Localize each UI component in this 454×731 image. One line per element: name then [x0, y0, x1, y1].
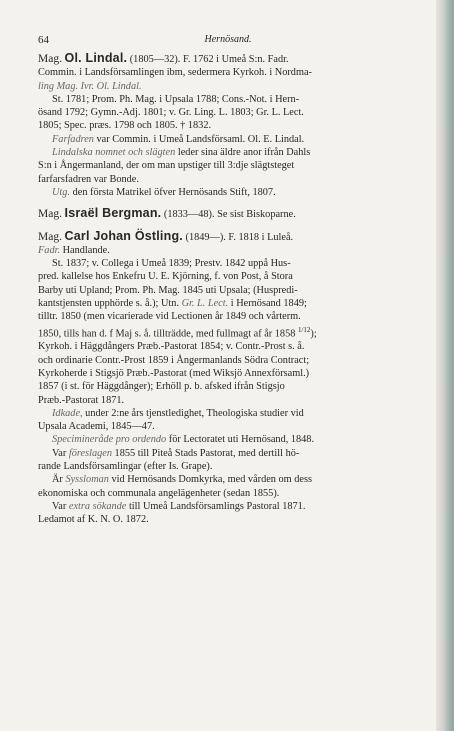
text-line: Var föreslagen 1855 till Piteå Stads Pastorat, med dertill hö-: [52, 447, 300, 459]
text-line: pred. kallelse hos Enkefru U. E. Kjörning, f. von Post, å Stora: [38, 271, 293, 283]
text-line: Upsala Academi, 1845—47.: [38, 421, 155, 433]
book-spine-edge: [436, 0, 454, 731]
text-line: Commin. i Landsförsamlingen ibm, sedermera Kyrkoh. i Nordma-: [38, 67, 312, 79]
text-line: 1850, tills han d. f Maj s. å. tillträdde, med fullmagt af år 1858 $^{1/12}$);: [38, 325, 317, 340]
text-line: tilltr. 1850 (men vicarierade vid Lectionen år 1849 och vårterm.: [38, 311, 301, 323]
text-line: ekonomiska och communala angelägenheter (sedan 1855).: [38, 487, 280, 499]
text-line: S:n i Ångermanland, der om man upstiger till 3:dje slägtsteget: [38, 160, 295, 172]
text-line: ösand 1792; Gymn.-Adj. 1801; v. Gr. Ling. L. 1803; Gr. L. Lect.: [38, 107, 304, 119]
running-title: Hernösand.: [204, 34, 252, 45]
entry-bergman-heading: Mag. Israël Bergman. (1833—48). Se sist Biskoparne.: [38, 206, 296, 221]
entry-ostling-heading: Mag. Carl Johan Östling. (1849—). F. 1818 i Luleå.: [38, 228, 294, 243]
text-line: Var extra sökande till Umeå Landsförsamlings Pastoral 1871.: [52, 500, 306, 512]
body-text: [38, 52, 422, 527]
text-line: St. 1781; Prom. Ph. Mag. i Upsala 1788; Cons.-Not. i Hern-: [52, 93, 300, 105]
page-header: [38, 34, 418, 48]
text-line: farfarsfadren var Bonde.: [38, 173, 139, 185]
text-line: Kyrkoh. i Häggdångers Præb.-Pastorat 1854; v. Contr.-Prost s. å.: [38, 341, 305, 353]
text-line: Lindalska nomnet och slägten leder sina äldre anor ifrån Dahls: [52, 147, 311, 159]
text-line: Barby uti Upland; Prom. Ph. Mag. 1845 uti Upsala; (Huspredi-: [38, 284, 298, 296]
text-line: Är Syssloman vid Hernösands Domkyrka, med vården om dess: [52, 474, 312, 486]
person-name: Carl Johan Östling.: [64, 228, 183, 243]
text-line: Kyrkoherde i Stigsjö Præb.-Pastorat (med Wiksjö Annexförsaml.): [38, 367, 310, 379]
text-line: Specimineråde pro ordendo för Lectoratet uti Hernösand, 1848.: [52, 434, 315, 446]
text-line: St. 1837; v. Collega i Umeå 1839; Prestv. 1842 uppå Hus-: [52, 258, 291, 270]
entry-lindal-heading: Mag. Ol. Lindal. (1805—32). F. 1762 i Umeå S:n. Fadr.: [38, 51, 289, 65]
text-line: och ordinarie Contr.-Prost 1859 i Ångermanlands Södra Contract;: [38, 354, 310, 366]
text-line: Præb.-Pastorat 1871.: [38, 394, 125, 406]
text-line: Utg. den första Matrikel öfver Hernösands Stift, 1807.: [52, 186, 276, 198]
text-line: kantstjensten upphörde s. å.); Utn. Gr. L. Lect. i Hernösand 1849;: [38, 298, 307, 310]
text-line: rande Landsförsamlingar (efter Is. Grape).: [38, 461, 213, 473]
text-line: Idkade, under 2:ne års tjenstledighet, Theologiska studier vid: [52, 407, 304, 419]
person-name: Ol. Lindal.: [64, 51, 128, 65]
text-line: 1805; Spec. præs. 1798 och 1805. † 1832.: [38, 120, 212, 132]
person-name: Israël Bergman.: [64, 206, 162, 221]
text-line: Fadr. Handlande.: [38, 244, 110, 256]
text-line: 1857 (i st. för Häggdånger); Erhöll p. b. afsked ifrån Stigsjo: [38, 381, 285, 393]
page-number: 64: [38, 34, 49, 46]
text-line: ling Mag. Ivr. Ol. Lindal.: [38, 80, 142, 92]
text-line: Farfadren var Commin. i Umeå Landsförsaml. Ol. E. Lindal.: [52, 133, 305, 145]
text-line: Ledamot af K. N. O. 1872.: [38, 514, 149, 526]
